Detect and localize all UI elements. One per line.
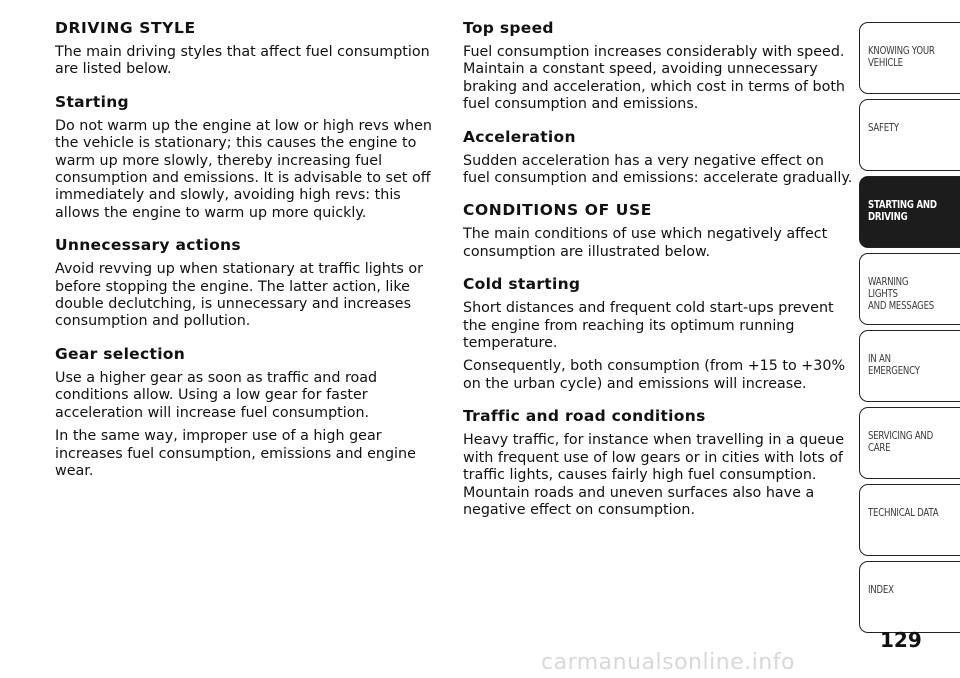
tab-technical-data[interactable]: [859, 484, 960, 556]
tab-warning-lights[interactable]: [859, 253, 960, 325]
subheading-top-speed: Top speed: [463, 19, 554, 37]
section-heading-driving-style: DRIVING STYLE: [55, 19, 196, 37]
paragraph-gear-selection-2: In the same way, improper use of a high gear increases fuel consumption, emissions and engine wear.: [55, 428, 416, 479]
left-column: [55, 18, 443, 487]
paragraph-driving-style: The main driving styles that affect fuel consumption are listed below.: [55, 44, 430, 78]
paragraph-conditions-of-use: The main conditions of use which negatively affect consumption are illustrated below.: [463, 226, 828, 260]
tab-servicing-and-care[interactable]: [859, 407, 960, 479]
page-number: 129: [880, 628, 922, 652]
tab-knowing-your-vehicle[interactable]: [859, 22, 960, 94]
subheading-traffic-road-conditions: Traffic and road conditions: [463, 407, 706, 426]
tab-label: STARTING AND DRIVING: [868, 199, 937, 223]
tab-index[interactable]: [859, 561, 960, 633]
subheading-gear-selection: Gear selection: [55, 344, 186, 363]
paragraph-traffic-road-conditions: Heavy traffic, for instance when travelling in a queue with frequent use of low gears or in cities with lots of traffic lights, causes fairly high fuel consumption. Mountain roads and uneven surfaces also have a negative effect on consumption.: [463, 432, 845, 518]
tab-label: TECHNICAL DATA: [868, 507, 939, 519]
right-column: [463, 18, 853, 526]
paragraph-cold-starting-2: Consequently, both consumption (from +15 to +30% on the urban cycle) and emissions will increase.: [463, 358, 846, 392]
tab-label: INDEX: [868, 584, 894, 596]
watermark: carmanualsonline.info: [541, 650, 795, 675]
tab-in-an-emergency[interactable]: [859, 330, 960, 402]
tab-label: KNOWING YOUR VEHICLE: [868, 45, 935, 69]
subheading-cold-starting: Cold starting: [463, 275, 581, 294]
tab-label: IN AN EMERGENCY: [868, 353, 920, 377]
tab-safety[interactable]: [859, 99, 960, 171]
paragraph-starting: Do not warm up the engine at low or high revs when the vehicle is stationary; this causes the engine to warm up more slowly, thereby increasing fuel consumption and emissions. It is advisable to set off immediately and slowly, avoiding high revs: this allows the engine to warm up more quickly.: [55, 117, 432, 221]
subheading-starting: Starting: [55, 92, 129, 111]
paragraph-cold-starting-1: Short distances and frequent cold start-ups prevent the engine from reaching its optimum running temperature.: [463, 300, 834, 352]
paragraph-unnecessary-actions: Avoid revving up when stationary at traffic lights or before stopping the engine. The latter action, like double declutching, is unnecessary and increases consumption and pollution.: [55, 261, 424, 330]
paragraph-top-speed: Fuel consumption increases considerably with speed. Maintain a constant speed, avoiding unnecessary braking and acceleration, which cost in terms of both fuel consumption and emissions.: [463, 44, 845, 113]
subheading-acceleration: Acceleration: [463, 127, 576, 146]
tab-label: SERVICING AND CARE: [868, 430, 934, 454]
paragraph-gear-selection-1: Use a higher gear as soon as traffic and road conditions allow. Using a low gear for faster acceleration will increase fuel consumption.: [55, 369, 378, 421]
subheading-unnecessary-actions: Unnecessary actions: [55, 236, 241, 255]
tab-starting-and-driving[interactable]: [859, 176, 960, 248]
section-heading-conditions-of-use: CONDITIONS OF USE: [463, 201, 652, 220]
chapter-tabs: [859, 22, 960, 638]
tab-label: WARNING LIGHTS AND MESSAGES: [868, 276, 935, 312]
tab-label: SAFETY: [868, 122, 899, 134]
paragraph-acceleration: Sudden acceleration has a very negative effect on fuel consumption and emissions: accelerate gradually.: [463, 152, 853, 187]
